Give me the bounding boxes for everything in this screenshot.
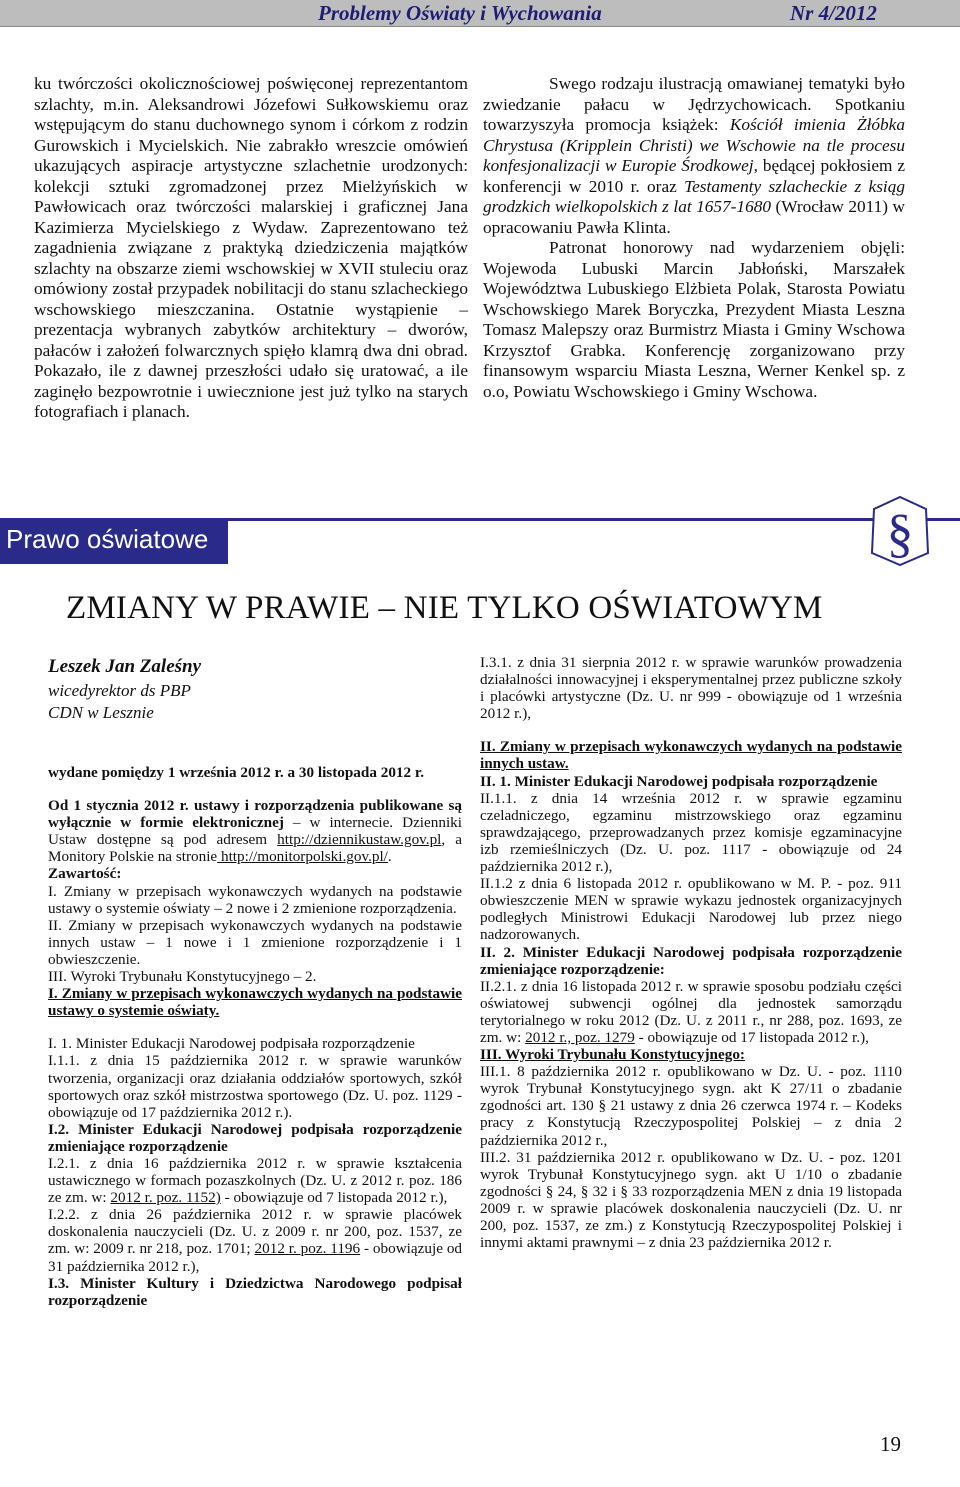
paragraph: ku twórczości okolicznościowej poświęconej reprezentantom szlachty, m.in. Aleksandrowi Józefowi Sułkowskiemu oraz wstępującym do stanu duchownego synom i córkom z rodzin Gurowskich i Mycielskich. Nie zabrakło wreszcie omówień ukazujących aspiracje artystyczne szlachetnie urodzonych: kolekcji sztuki zgromadzonej przez Mielżyńskich w Pawłowicach oraz twórczości malarskiej i graficznej Jana Kazimierza Mycielskiego z Wydaw. Zaprezentowano też zagadnienia związane z praktyką dziedziczenia majątków szlachty na obszarze ziemi wschowskiej w XVII stuleciu oraz omówiony został przypadek nobilitacji do stanu szlacheckiego wschowskiego mieszczanina. Ostatnie wystąpienie – prezentacja wybranych zabytków architektury – dworów, pałaców i założeń folwarcznych spięło klamrą dwa dni obrad. Pokazało, ile z dawnej przeszłości udało się uratować, a ile zaginęło bezpowrotnie i uwiecznione jest już tylko na starych fotografiach i planach. [34,74,468,421]
contents-item: I. Zmiany w przepisach wykonawczych wydanych na podstawie ustawy o systemie oświaty – 2 nowe i 2 zmienione rozporządzenia. [48,882,462,917]
text-run: , będącej pokłosiem z konferencji w 2010 r. oraz [483,156,906,196]
section-label: Prawo oświatowe [6,524,209,554]
previous-article-left-column [34,74,468,423]
paragraph: III.1. 8 października 2012 r. opublikowano w Dz. U. - poz. 1110 wyrok Trybunał Konstytucyjnego sygn. akt K 27/11 o zbadanie zgodności art. 130 § 21 ustawy z dnia 26 czerwca 1974 r. – Kodeks pracy z Konstytucją Rzeczypospolitej Polskiej – z dnia 2 października 2012 r., [480,1063,902,1149]
previous-article-right-column [483,74,905,402]
journal-title: Problemy Oświaty i Wychowania [318,1,602,25]
article-title: ZMIANY W PRAWIE – NIE TYLKO OŚWIATOWYM [66,590,823,626]
text-run: I.2.2. z dnia 26 października 2012 r. w sprawie placówek doskonalenia nauczycieli (Dz. U. z 2009 r. nr 200, poz. 1537, ze zm. w: 2009 r. nr 218, poz. 1701; [48,1206,462,1258]
paragraph: I.3.1. z dnia 31 sierpnia 2012 r. w sprawie warunków prowadzenia działalności innowacyjnej i eksperymentalnej przez publiczne szkoły i placówki artystyczne (Dz. U. nr 999 - obowiązuje od 1 września 2012 r.), [480,654,902,723]
link-dziennik-ustaw[interactable]: http://dziennikustaw.gov.pl [277,831,442,849]
section-heading: III. Wyroki Trybunału Konstytucyjnego: [480,1046,745,1064]
text-run: – w internecie. Dzienniki Ustaw dostępne są pod adresem [48,814,462,849]
running-header [0,0,960,27]
author-affiliation [48,680,191,724]
paragraph: III.2. 31 października 2012 r. opublikowano w Dz. U. - poz. 1201 wyrok Trybunał Konstytucyjnego sygn. akt U 1/10 o zbadanie zgodności § 24, § 32 i § 33 rozporządzenia MEN z dnia 19 listopada 2009 r. w sprawie placówek doskonalenia nauczycieli (Dz. U. nr 200, poz. 1537, ze zm.) z Konstytucją Rzeczypospolitej Polskiej i innymi aktami prawnymi – z dnia 23 października 2012 r. [480,1148,902,1252]
paragraph-sign-icon [866,495,934,567]
paragraph [48,1155,462,1206]
author-institution: CDN w Lesznie [48,703,154,722]
text-run: - obowiązuje od 17 listopada 2012 r.), [634,1028,869,1046]
paragraph [48,1206,462,1274]
text-run: Od 1 stycznia 2012 r. ustawy i rozporządzenia publikowane są wyłącznie w formie elektronicznej [48,797,462,832]
author-name: Leszek Jan Zaleśny [48,656,202,677]
paragraph [48,797,462,865]
paragraph: II.1.2 z dnia 6 listopada 2012 r. opublikowano w M. P. - poz. 911 obwieszczenie MEN w sprawie wykazu jednostek organizacyjnych podległych Ministrowi Edukacji Narodowej lub przez niego nadzorowanych. [480,875,902,944]
text-run: - obowiązuje od 31 października 2012 r.), [48,1240,463,1275]
book-title: Kościół imienia Żłóbka Chrystusa (Kripplein Christi) we Wschowie na tle procesu konfesjonalizacji w Europie Środkowej [483,115,905,175]
text-run: , a Monitory Polskie na stronie [48,831,462,866]
page-number: 19 [880,1432,901,1456]
text-run: . [387,848,392,866]
contents-item: II. Zmiany w przepisach wykonawczych wydanych na podstawie innych ustaw – 1 nowe i 1 zmienione rozporządzenie i 1 obwieszczenie. [48,916,462,968]
paragraph [483,74,905,238]
section-heading: II. Zmiany w przepisach wykonawczych wydanych na podstawie innych ustaw. [480,738,902,773]
date-range: wydane pomiędzy 1 września 2012 r. a 30 listopada 2012 r. [48,764,425,781]
text-run: 2012 r. poz. 1196 [254,1240,361,1258]
subsection-heading: II. 1. Minister Edukacji Narodowej podpisała rozporządzenie [480,772,878,790]
issue-number: Nr 4/2012 [790,1,877,25]
paragraph: I.1.1. z dnia 15 października 2012 r. w sprawie warunków tworzenia, organizacji oraz działania oddziałów sportowych, szkół sportowych oraz szkół mistrzostwa sportowego (Dz. U. poz. 1129 - obowiązuje od 17 października 2012 r.). [48,1052,462,1121]
contents-item: III. Wyroki Trybunału Konstytucyjnego – 2. [48,968,317,986]
book-title: Testamenty szlacheckie z ksiąg grodzkich wielkopolskich z lat 1657-1680 [483,176,906,216]
paragraph: II.1.1. z dnia 14 września 2012 r. w sprawie egzaminu czeladniczego, egzaminu mistrzowskiego oraz egzaminu sprawdzającego, przeprowadzanych przez komisje egzaminacyjne izb rzemieślniczych (Dz. U. poz. 1117 - obowiązuje od 24 października 2012 r.), [480,789,902,876]
subsection-heading: I.3. Minister Kultury i Dziedzictwa Narodowego podpisał rozporządzenie [48,1274,462,1309]
subsection-heading: II. 2. Minister Edukacji Narodowej podpisała rozporządzenie zmieniające rozporządzenie: [480,943,902,978]
contents-heading: Zawartość: [48,865,122,883]
paragraph: I. 1. Minister Edukacji Narodowej podpisała rozporządzenie [48,1035,415,1053]
text-run: Swego rodzaju ilustracją omawianej tematyki było zwiedzanie pałacu w Jędrzychowicach. Spotkaniu towarzyszyła promocja książek: [483,74,905,134]
article-left-column [48,764,462,1309]
text-run: 2012 r. poz. 1152) [110,1189,221,1207]
article-right-column [480,654,902,1251]
text-run: - obowiązuje od 7 listopada 2012 r.), [220,1189,448,1207]
paragraph: Patronat honorowy nad wydarzeniem objęli: Wojewoda Lubuski Marcin Jabłoński, Marszałek Województwa Lubuskiego Elżbieta Polak, Starosta Powiatu Wschowskiego Marek Boryczka, Prezydent Miasta Leszna Tomasz Malepszy oraz Burmistrz Miasta i Gminy Wschowa Krzysztof Grabka. Konferencję zorganizowano przy finansowym wsparciu Miasta Leszna, Werner Kenkel sp. z o.o, Powiatu Wschowskiego i Gminy Wschowa. [483,238,905,401]
subsection-heading: I.2. Minister Edukacji Narodowej podpisała rozporządzenie zmieniające rozporządzenie [48,1120,462,1155]
paragraph [480,978,902,1046]
text-run: I.2.1. z dnia 16 października 2012 r. w sprawie kształcenia ustawicznego w formach pozaszkolnych (Dz. U. z 2012 r. poz. 186 ze zm. w: [48,1154,462,1207]
text-run: 2012 r., poz. 1279 [525,1028,635,1046]
section-heading: I. Zmiany w przepisach wykonawczych wydanych na podstawie ustawy o systemie oświaty. [48,985,462,1020]
paragraph-sign-glyph: § [886,503,914,563]
text-run: II.2.1. z dnia 16 listopada 2012 r. w sprawie sposobu podziału części oświatowej subwencji ogólnej dla jednostek samorządu terytorialnego w roku 2012 (Dz. U. z 2011 r., nr 288, poz. 1693, ze zm. w: [480,977,902,1046]
link-monitor-polski[interactable]: http://monitorpolski.gov.pl/ [217,848,388,866]
author-role: wicedyrektor ds PBP [48,681,191,700]
text-run: (Wrocław 2011) w opracowaniu Pawła Klinta. [483,197,905,237]
